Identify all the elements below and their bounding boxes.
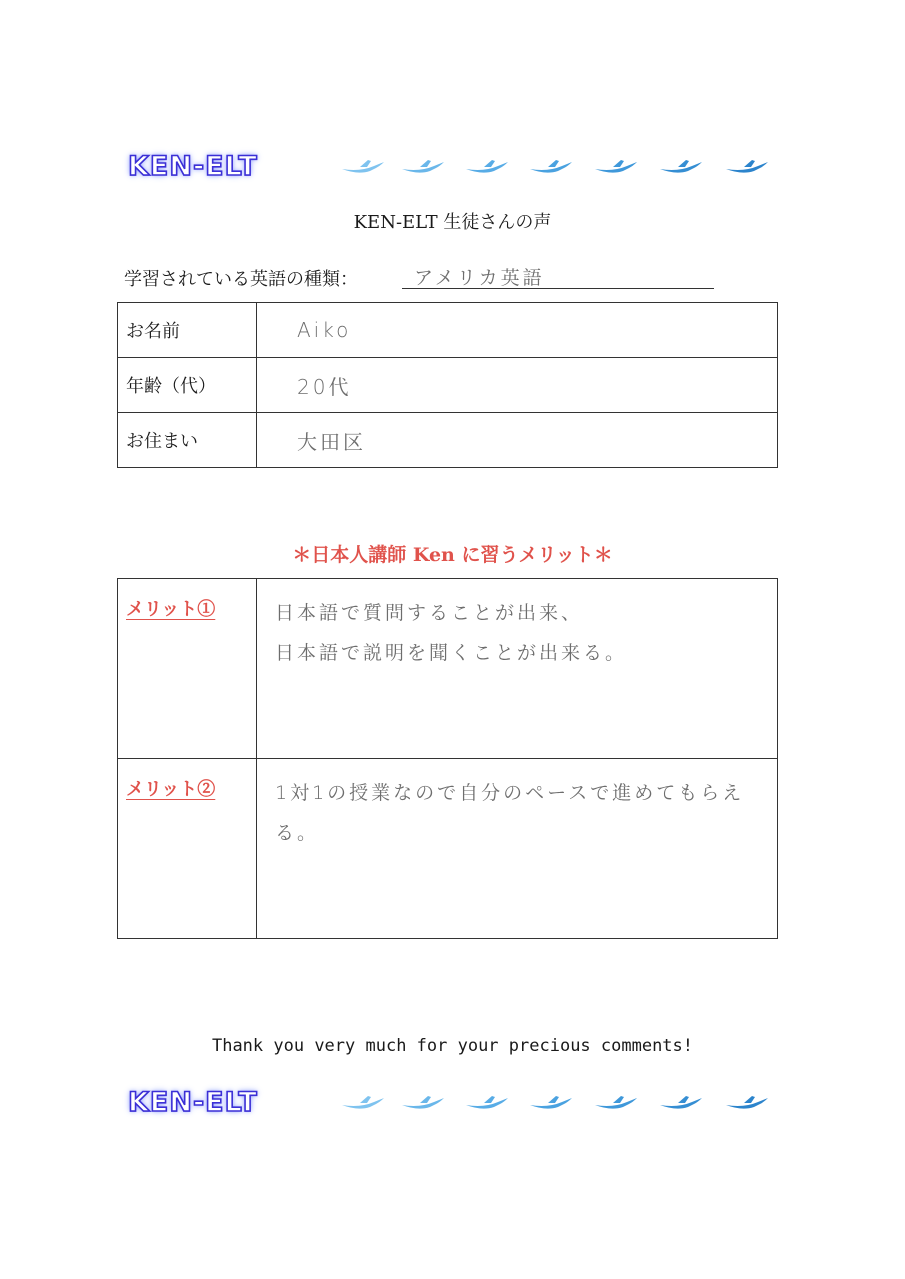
- merits-heading: ＊日本人講師 Ken に習うメリット＊: [292, 544, 613, 566]
- profile-table: [117, 302, 778, 468]
- profile-value: Aiko: [257, 303, 778, 358]
- merit-content-cell: [257, 579, 778, 759]
- airplane-icon: [400, 1093, 446, 1111]
- merit-line: 日本語で説明を聞くことが出来る。: [275, 642, 628, 664]
- profile-label: お名前: [118, 303, 257, 358]
- merit-label: メリット①: [126, 599, 216, 620]
- profile-label: 年齢（代）: [118, 358, 257, 413]
- profile-row-age: [118, 358, 778, 413]
- airplane-icon: [528, 157, 574, 175]
- airplane-icon: [658, 157, 704, 175]
- airplane-icon: [464, 157, 510, 175]
- merit-row-1: [118, 579, 778, 759]
- airplane-icon: [528, 1093, 574, 1111]
- footer-logo-banner: [128, 1085, 778, 1121]
- airplane-icon: [724, 1093, 770, 1111]
- merit-label: メリット②: [126, 779, 216, 800]
- profile-label: お住まい: [118, 413, 257, 468]
- merit-line: 1対1の授業なので自分のペースで進めてもらえる。: [275, 782, 745, 844]
- language-value: アメリカ英語: [414, 267, 545, 289]
- profile-value: 20代: [257, 358, 778, 413]
- airplane-icon: [340, 157, 386, 175]
- merit-content-cell: [257, 759, 778, 939]
- header-logo-banner: [128, 149, 778, 185]
- merit-label-cell: [118, 579, 257, 759]
- logo: KEN-ELT: [128, 1087, 258, 1118]
- merit-text: [257, 759, 777, 853]
- profile-row-residence: [118, 413, 778, 468]
- language-label: 学習されている英語の種類：: [124, 269, 358, 290]
- profile-row-name: [118, 303, 778, 358]
- profile-value: 大田区: [257, 413, 778, 468]
- merits-table: [117, 578, 778, 939]
- document-title: KEN-ELT 生徒さんの声: [353, 212, 552, 233]
- merit-text: [257, 579, 777, 673]
- airplane-icon: [340, 1093, 386, 1111]
- airplane-icon: [724, 157, 770, 175]
- airplane-icon: [400, 157, 446, 175]
- airplane-icon: [464, 1093, 510, 1111]
- airplane-icon: [593, 157, 639, 175]
- merit-line: 日本語で質問することが出来、: [275, 602, 584, 624]
- language-row: [124, 263, 714, 293]
- merit-row-2: [118, 759, 778, 939]
- merit-label-cell: [118, 759, 257, 939]
- thanks-message: Thank you very much for your precious comments!: [211, 1036, 694, 1056]
- logo: KEN-ELT: [128, 151, 258, 182]
- airplane-icon: [593, 1093, 639, 1111]
- airplane-icon: [658, 1093, 704, 1111]
